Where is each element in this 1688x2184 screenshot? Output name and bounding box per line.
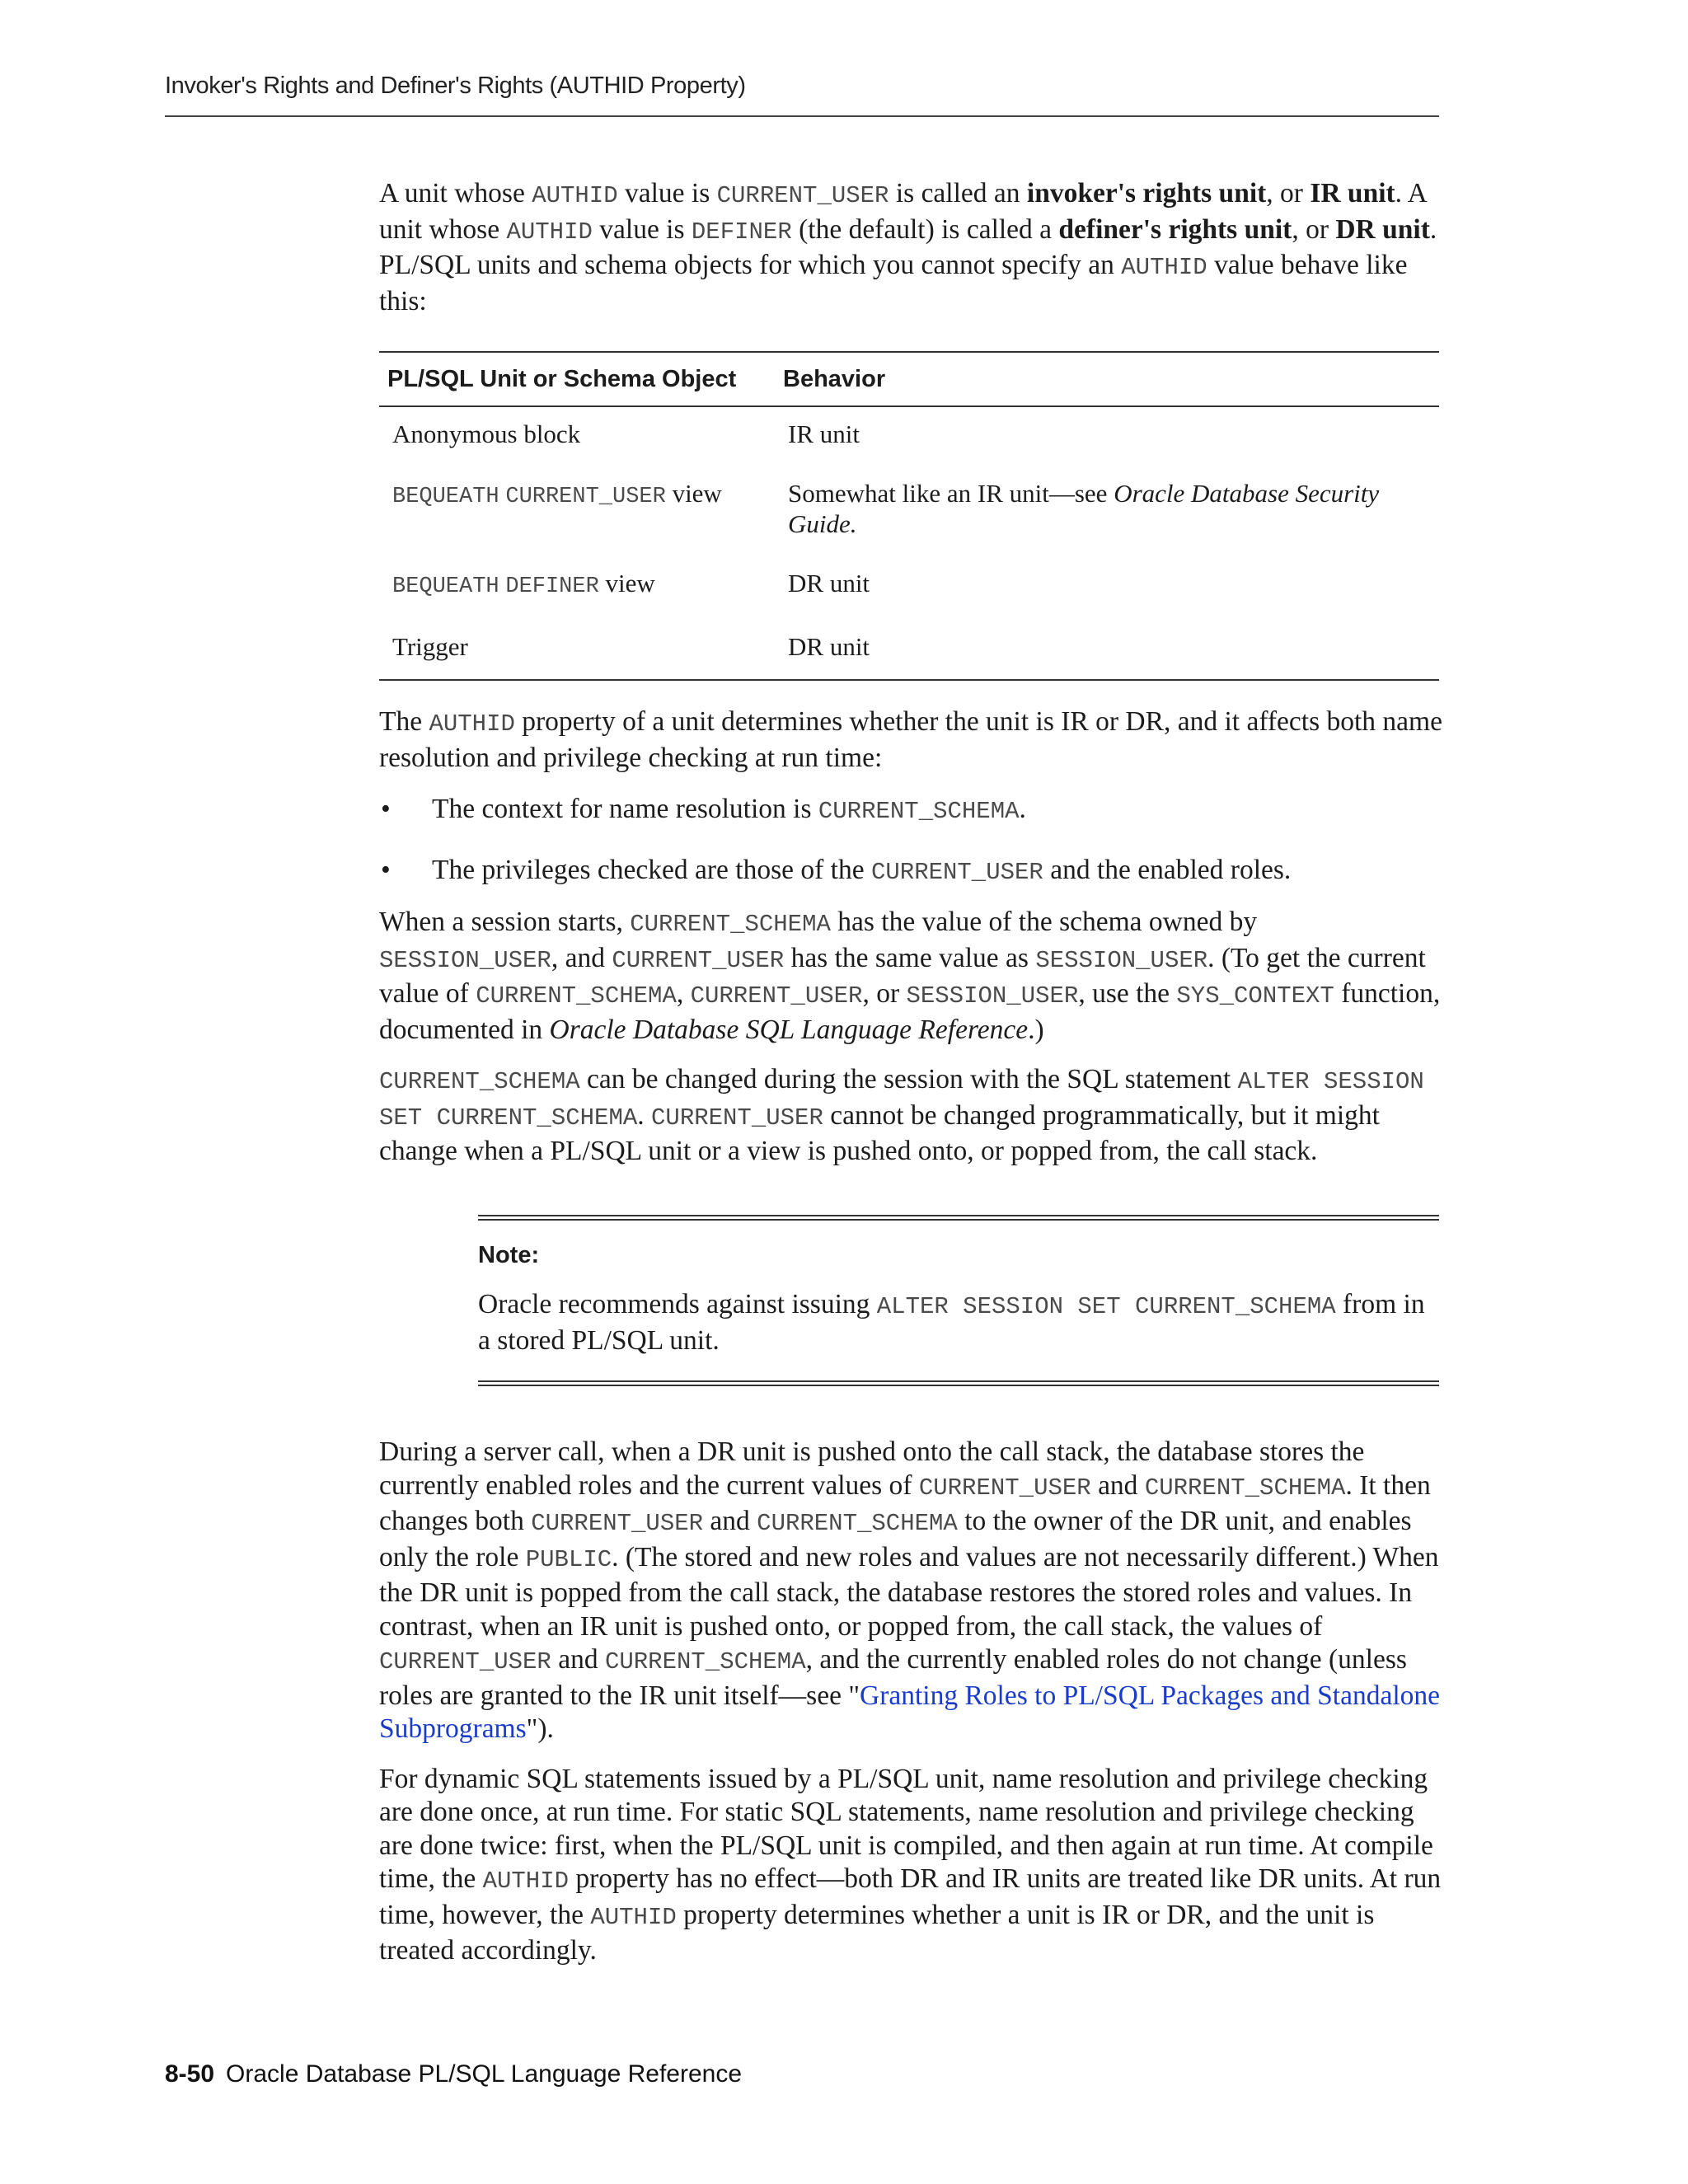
granting-roles-link[interactable]: Granting Roles to PL/SQL Packages and Standalone Subprograms	[379, 1680, 1441, 1744]
server-call-paragraph: During a server call, when a DR unit is pushed onto the call stack, the database stores the currently enabled roles and the current values of CURRENT_USER and CURRENT_SCHEMA. It then changes both CURRENT_USER and CURRENT_SCHEMA to the owner of the DR unit, and enables only the role PUBLIC. (The stored and new roles and values are not necessarily different.) When the DR unit is popped from the call stack, the database restores the stored roles and values. In contrast, when an IR unit is pushed onto, or popped from, the call stack, the values of CURRENT_USER and CURRENT_SCHEMA, and the currently enabled roles do not change (unless roles are granted to the IR unit itself—see "Granting Roles to PL/SQL Packages and Standalone Subprograms").	[379, 1436, 1441, 1744]
table-row: BEQUEATH DEFINER view DR unit	[392, 569, 870, 599]
behavior-table	[379, 351, 1439, 681]
bullet-list	[379, 793, 1442, 889]
page-number: 8-50	[165, 2060, 215, 2088]
table-row: Anonymous block IR unit	[392, 419, 860, 448]
note-text: Oracle recommends against issuing ALTER SESSION SET CURRENT_SCHEMA from in a stored PL/SQL unit.	[478, 1289, 1425, 1356]
table-row: BEQUEATH CURRENT_USER view Somewhat like an IR unit—see Oracle Database Security Guide.	[392, 479, 1380, 538]
body-column	[379, 177, 1442, 1968]
schema-change-paragraph: CURRENT_SCHEMA can be changed during the session with the SQL statement ALTER SESSION SET CURRENT_SCHEMA. CURRENT_USER cannot be changed programmatically, but it might change when a PL/SQL unit or a view is pushed onto, or popped from, the call stack.	[379, 1064, 1424, 1166]
list-item: • The context for name resolution is CURRENT_SCHEMA.	[381, 794, 1026, 825]
note-box	[478, 1215, 1439, 1387]
table-header	[379, 353, 1439, 407]
table-row: Trigger DR unit	[392, 632, 870, 661]
running-header: Invoker's Rights and Definer's Rights (AUTHID Property)	[165, 73, 746, 99]
page-footer	[165, 2060, 742, 2088]
header-rule	[165, 115, 1439, 117]
authid-paragraph: The AUTHID property of a unit determines whether the unit is IR or DR, and it affects both name resolution and privilege checking at run time:	[379, 706, 1442, 773]
note-top-rule	[478, 1215, 1439, 1221]
session-paragraph: When a session starts, CURRENT_SCHEMA has the value of the schema owned by SESSION_USER, and CURRENT_USER has the same value as SESSION_USER. (To get the current value of CURRENT_SCHEMA, CURRENT_USER, or SESSION_USER, use the SYS_CONTEXT function, documented in Oracle Database SQL Language Reference.)	[379, 907, 1441, 1045]
list-item: • The privileges checked are those of the CURRENT_USER and the enabled roles.	[381, 854, 1292, 886]
intro-paragraph: A unit whose AUTHID value is CURRENT_USER is called an invoker's rights unit, or IR unit. A unit whose AUTHID value is DEFINER (the default) is called a definer's rights unit, or DR unit. PL/SQL units and schema objects for which you cannot specify an AUTHID value behave like this:	[379, 178, 1437, 316]
dynamic-sql-paragraph: For dynamic SQL statements issued by a PL/SQL unit, name resolution and privilege checking are done once, at run time. For static SQL statements, name resolution and privilege checking are done twice: first, when the PL/SQL unit is compiled, and then again at run time. At compile time, the AUTHID property has no effect—both DR and IR units are treated like DR units. At run time, however, the AUTHID property determines whether a unit is IR or DR, and the unit is treated accordingly.	[379, 1763, 1442, 1966]
book-title: Oracle Database PL/SQL Language Reference	[226, 2060, 743, 2088]
note-label: Note:	[478, 1241, 540, 1268]
column-header-behavior: Behavior	[783, 365, 886, 392]
column-header-object: PL/SQL Unit or Schema Object	[387, 365, 737, 392]
note-bottom-rule	[478, 1380, 1439, 1386]
